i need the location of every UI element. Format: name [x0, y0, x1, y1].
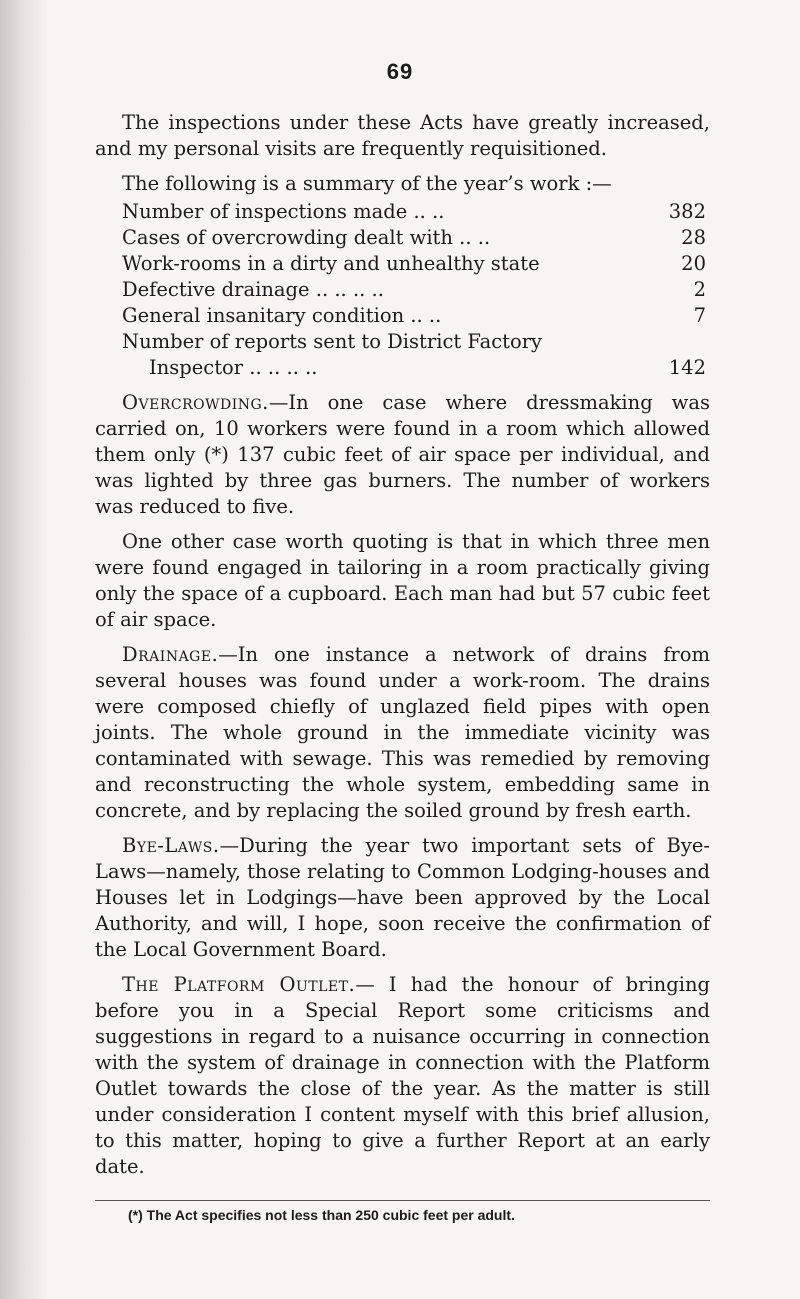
drainage-text: —In one instance a network of drains from several houses was found under a work-room. The drains were composed chiefly of unglazed field pipes with open joints. The whole ground in the immediate vicinity was contaminated with sewage. This was remedied by removing and reconstructing the whole system, embedding same in concrete, and by replacing the soiled ground by fresh earth. — [95, 643, 710, 822]
footnote-divider — [95, 1200, 710, 1201]
summary-label: Number of reports sent to District Factory — [122, 330, 543, 353]
summary-label: Inspector .. .. .. .. — [149, 356, 318, 379]
summary-value: 382 — [668, 200, 706, 223]
summary-row — [122, 355, 706, 381]
intro-paragraph: The inspections under these Acts have greatly increased, and my personal visits are frequently requisitioned. — [95, 111, 710, 160]
summary-table — [122, 199, 706, 381]
overcrowding-text: —In one case where dressmaking was carried on, 10 workers were found in a room which allowed them only (*) 137 cubic feet of air space per individual, and was lighted by three gas burners. The number of workers was reduced to five. — [95, 391, 710, 518]
page-edge-shadow — [0, 0, 48, 1299]
page-body — [95, 110, 710, 1189]
page-number: 69 — [386, 59, 414, 84]
platform-text: — I had the honour of bringing before you in a Special Report some criticisms and suggestions in regard to a nuisance occurring in connection with the system of drainage in connection with the Platform Outlet towards the close of the year. As the matter is still under consideration I content myself with this brief allusion, to this matter, hoping to give a further Report at an early date. — [95, 973, 710, 1178]
summary-row — [122, 225, 706, 251]
summary-value: 20 — [681, 252, 706, 275]
summary-label: Cases of overcrowding dealt with .. .. — [122, 226, 491, 249]
footnote: (*) The Act specifies not less than 250 cubic feet per adult. — [128, 1207, 515, 1223]
overcrowding-heading: Overcrowding. — [122, 391, 269, 414]
platform-heading: The Platform Outlet. — [122, 973, 356, 996]
summary-row — [122, 303, 706, 329]
summary-intro: The following is a summary of the year’s work :— — [122, 172, 612, 195]
summary-label: General insanitary condition .. .. — [122, 304, 442, 327]
overcrowding-paragraph-2: One other case worth quoting is that in which three men were found engaged in tailoring in a room practically giving only the space of a cupboard. Each man had but 57 cubic feet of air space. — [95, 530, 710, 631]
overcrowding-paragraph — [95, 390, 710, 520]
summary-value: 28 — [681, 226, 706, 249]
summary-label: Work-rooms in a dirty and unhealthy state — [122, 252, 540, 275]
summary-label: Defective drainage .. .. .. .. — [122, 278, 384, 301]
byelaws-text: —During the year two important sets of Bye-Laws—namely, those relating to Common Lodging-houses and Houses let in Lodgings—have been approved by the Local Authority, and will, I hope, soon receive the confirmation of the Local Government Board. — [95, 834, 710, 961]
summary-row — [122, 251, 706, 277]
summary-label: Number of inspections made .. .. — [122, 200, 445, 223]
platform-paragraph — [95, 972, 710, 1180]
byelaws-heading: Bye-Laws. — [122, 834, 220, 857]
summary-row — [122, 199, 706, 225]
summary-value — [660, 329, 706, 355]
summary-row — [122, 277, 706, 303]
summary-value: 7 — [693, 304, 706, 327]
byelaws-paragraph — [95, 833, 710, 963]
summary-row — [122, 329, 706, 355]
summary-value: 2 — [693, 278, 706, 301]
drainage-heading: Drainage. — [122, 643, 219, 666]
drainage-paragraph — [95, 642, 710, 824]
summary-value: 142 — [668, 356, 706, 379]
